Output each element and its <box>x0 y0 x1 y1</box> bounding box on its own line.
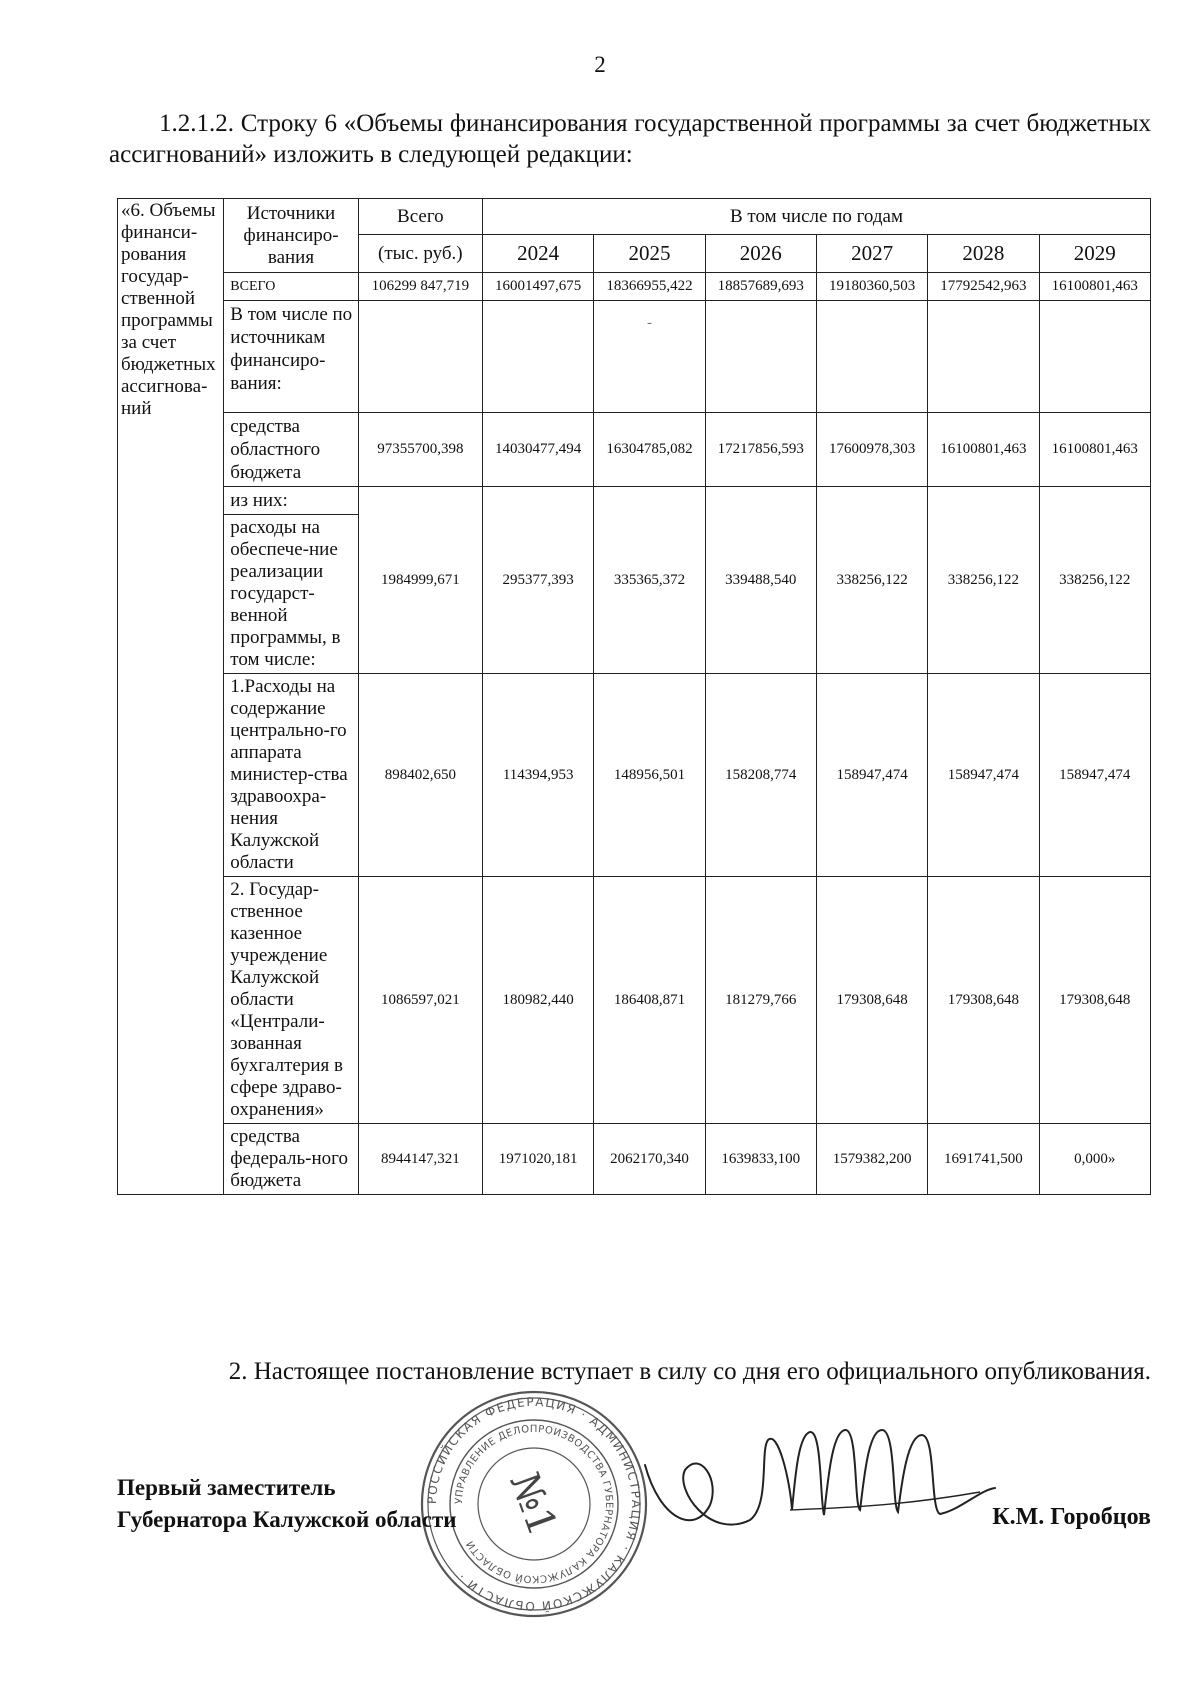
row-value: 158947,474 <box>1039 674 1150 877</box>
row-value: 16100801,463 <box>1039 413 1150 487</box>
row-value: 19180360,503 <box>816 273 927 301</box>
row-value: 17600978,303 <box>816 413 927 487</box>
clause-2: 2. Настоящее постановление вступает в силу со дня его официального опубликования. <box>228 1358 1151 1385</box>
row-value: 17792542,963 <box>928 273 1039 301</box>
row-value: 179308,648 <box>928 877 1039 1124</box>
stamp-center-text: №1 <box>500 1466 566 1542</box>
row-value: 295377,393 <box>483 487 594 674</box>
dash-mark: - <box>594 301 705 413</box>
years-header: В том числе по годам <box>483 199 1151 235</box>
row-value: 158947,474 <box>928 674 1039 877</box>
row-source-label <box>224 487 358 674</box>
year-header: 2024 <box>483 235 594 273</box>
row-value: 1639833,100 <box>705 1124 816 1195</box>
stamp-inner-text: УПРАВЛЕНИЕ ДЕЛОПРОИЗВОДСТВА ГУБЕРНАТОРА КАЛУЖСКОЙ ОБЛАСТИ <box>453 1423 615 1585</box>
of-them-label: из них: <box>224 487 357 515</box>
row-value: 1579382,200 <box>816 1124 927 1195</box>
row-source-label: ВСЕГО <box>224 273 358 301</box>
row-source-label: 1.Расходы на содержание центрально-го аппарата министер-ства здравоохра-нения Калужской области <box>224 674 358 877</box>
row-value: 18857689,693 <box>705 273 816 301</box>
table-row-accounting <box>118 877 1151 1124</box>
total-header: Всего <box>358 199 482 235</box>
row-value: 335365,372 <box>594 487 705 674</box>
signatory-name: К.М. Горобцов <box>992 1504 1151 1530</box>
row-total: 898402,650 <box>358 674 482 877</box>
year-header: 2025 <box>594 235 705 273</box>
row-value: 16100801,463 <box>928 413 1039 487</box>
row-value: 0,000» <box>1039 1124 1150 1195</box>
row-total: 1086597,021 <box>358 877 482 1124</box>
row-value: 2062170,340 <box>594 1124 705 1195</box>
row-total: 8944147,321 <box>358 1124 482 1195</box>
page-number: 2 <box>594 52 606 77</box>
stamp-outer-text: РОССИЙСКАЯ ФЕДЕРАЦИЯ · АДМИНИСТРАЦИЯ · КАЛУЖСКОЙ ОБЛАСТИ · <box>424 1394 644 1614</box>
row-value: 181279,766 <box>705 877 816 1124</box>
row-value: 338256,122 <box>816 487 927 674</box>
row-value: 338256,122 <box>928 487 1039 674</box>
handwritten-signature <box>640 1410 1000 1560</box>
table-row-federal <box>118 1124 1151 1195</box>
total-unit-header: (тыс. руб.) <box>358 235 482 273</box>
table-row-by-sources <box>118 301 1151 413</box>
signatory-title-line1: Первый заместитель <box>117 1475 336 1500</box>
financing-table <box>117 198 1151 1195</box>
year-header: 2026 <box>705 235 816 273</box>
row-label-cell: «6. Объемы финанси-рования государ-ственной программы за счет бюджетных ассигнова-ний <box>118 199 224 1195</box>
row-value: 179308,648 <box>1039 877 1150 1124</box>
support-label: расходы на обеспече-ние реализации государст-венной программы, в том числе: <box>230 517 341 670</box>
year-header: 2029 <box>1039 235 1150 273</box>
row-source-label: средства областного бюджета <box>224 413 358 487</box>
row-total: 106299 847,719 <box>358 273 482 301</box>
row-value: 180982,440 <box>483 877 594 1124</box>
row-source-label: средства федераль-ного бюджета <box>224 1124 358 1195</box>
row-value: 1971020,181 <box>483 1124 594 1195</box>
table-row-regional <box>118 413 1151 487</box>
table-row-vsego <box>118 273 1151 301</box>
row-value: 16304785,082 <box>594 413 705 487</box>
row-value: 16100801,463 <box>1039 273 1150 301</box>
row-value: 338256,122 <box>1039 487 1150 674</box>
row-value: 339488,540 <box>705 487 816 674</box>
row-value: 186408,871 <box>594 877 705 1124</box>
signatory-title <box>117 1472 457 1536</box>
year-header: 2028 <box>928 235 1039 273</box>
signatory-title-line2: Губернатора Калужской области <box>117 1507 457 1532</box>
row-total: 1984999,671 <box>358 487 482 674</box>
row-value: 18366955,422 <box>594 273 705 301</box>
row-value: 1691741,500 <box>928 1124 1039 1195</box>
row-value: 158208,774 <box>705 674 816 877</box>
year-header: 2027 <box>816 235 927 273</box>
table-row-support <box>118 487 1151 674</box>
sources-header: Источники финансиро-вания <box>224 199 358 273</box>
clause-intro: 1.2.1.2. Строку 6 «Объемы финансирования государственной программы за счет бюджетных ассигнований» изложить в следующей редакции: <box>109 110 1151 168</box>
row-value: 148956,501 <box>594 674 705 877</box>
row-value: 158947,474 <box>816 674 927 877</box>
table-row-apparatus <box>118 674 1151 877</box>
row-source-label: В том числе по источникам финансиро-вания: <box>224 301 358 413</box>
row-value: 114394,953 <box>483 674 594 877</box>
row-value: 14030477,494 <box>483 413 594 487</box>
row-value: 16001497,675 <box>483 273 594 301</box>
row-total: 97355700,398 <box>358 413 482 487</box>
row-source-label: 2. Государ-ственное казенное учреждение Калужской области «Централи-зованная бухгалтерия в сфере здраво-охранения» <box>224 877 358 1124</box>
row-value: 17217856,593 <box>705 413 816 487</box>
row-value: 179308,648 <box>816 877 927 1124</box>
